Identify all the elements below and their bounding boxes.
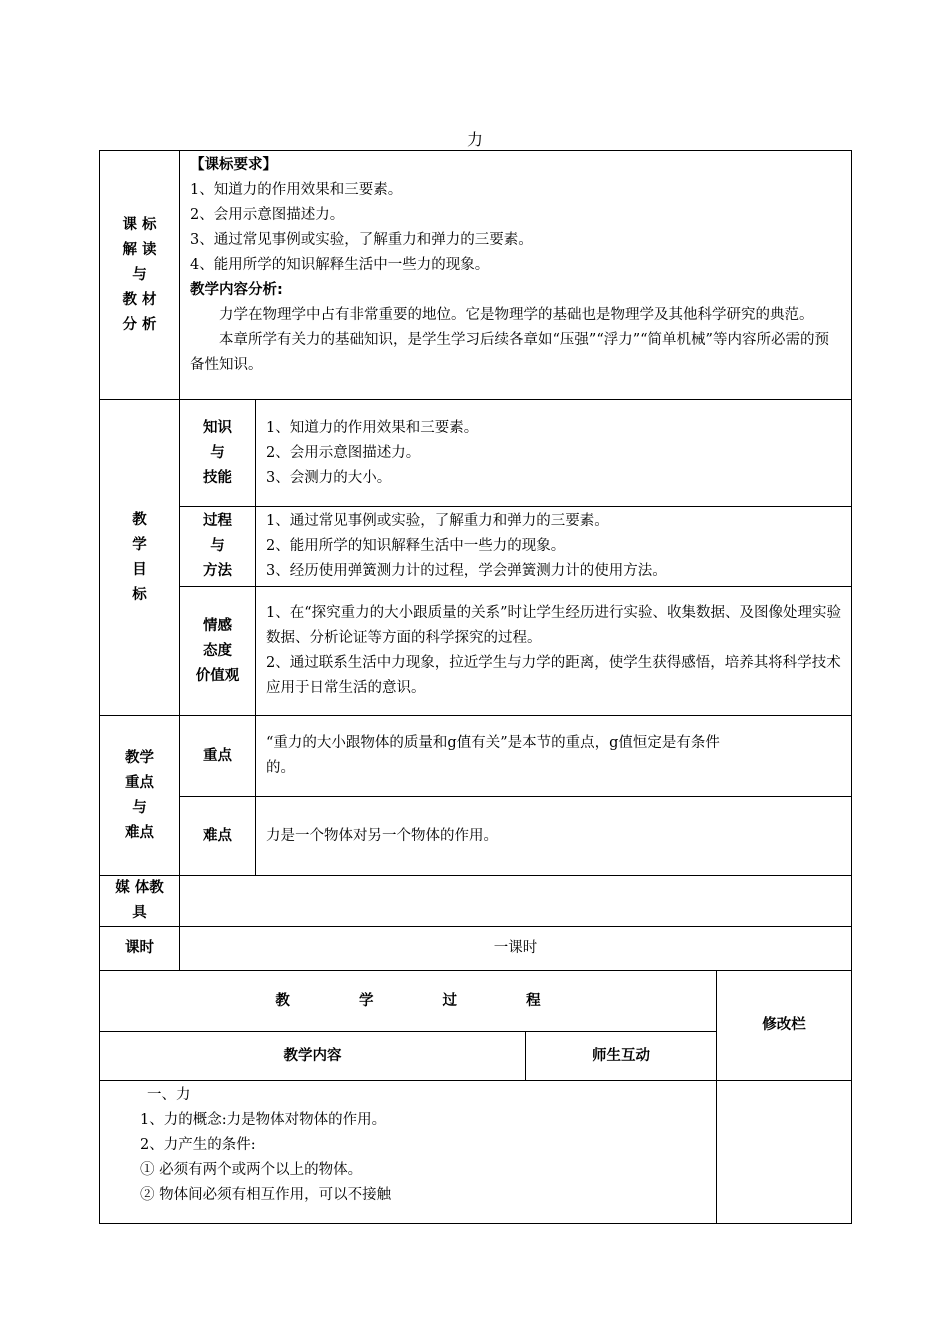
- attitude-values-content: 1、在“探究重力的大小跟质量的关系”时让学生经历进行实验、收集数据、及图像处理实验数据、分析论证等方面的科学探究的过程。 2、通过联系生活中力现象，拉近学生与力学的距离，使学生获得感悟，培养其将科学技术应用于日常生活的意识。: [256, 587, 852, 716]
- process-line: ② 物体间必须有相互作用，可以不接触: [140, 1187, 392, 1203]
- difficulty-content: 力是一个物体对另一个物体的作用。: [256, 797, 852, 876]
- key-point-content: “重力的大小跟物体的质量和g值有关”是本节的重点，g值恒定是有条件的。: [256, 716, 852, 797]
- revise-column-body: [717, 1081, 852, 1224]
- content-column-header: 教学内容: [100, 1032, 526, 1081]
- process-line: ① 必须有两个或两个以上的物体。: [140, 1162, 363, 1178]
- process-method-label: 过程 与 方法: [180, 507, 256, 587]
- process-line: 一、力: [147, 1087, 191, 1103]
- analysis-paragraph: 力学在物理学中占有非常重要的地位。它是物理学的基础也是物理学及其他科学研究的典范。: [219, 307, 814, 323]
- media-label: 媒 体教 具: [100, 876, 180, 927]
- requirement-item: 3、通过常见事例或实验，了解重力和弹力的三要素。: [190, 232, 533, 248]
- knowledge-skills-content: 1、知道力的作用效果和三要素。 2、会用示意图描述力。 3、会测力的大小。: [256, 400, 852, 507]
- process-content: [100, 1081, 717, 1224]
- document-title: 力: [466, 130, 483, 149]
- analysis-heading: 教学内容分析:: [190, 282, 283, 298]
- interaction-column-header: 师生互动: [526, 1032, 717, 1081]
- analysis-paragraph: 本章所学有关力的基础知识，是学生学习后续各章如“压强”“浮力”“简单机械”等内容所必需的预备性知识。: [190, 332, 829, 373]
- requirement-item: 4、能用所学的知识解释生活中一些力的现象。: [190, 257, 490, 273]
- curriculum-content: [180, 151, 852, 400]
- process-line: 1、力的概念:力是物体对物体的作用。: [140, 1112, 387, 1128]
- process-heading: 教 学 过 程: [100, 971, 717, 1032]
- period-label: 课时: [100, 927, 180, 971]
- knowledge-skills-label: 知识 与 技能: [180, 400, 256, 507]
- period-value: 一课时: [180, 927, 852, 971]
- objectives-label: 教 学 目 标: [100, 400, 180, 716]
- media-content: [180, 876, 852, 927]
- requirements-heading: 【课标要求】: [190, 157, 277, 173]
- process-line: 2、力产生的条件:: [140, 1137, 256, 1153]
- requirement-item: 1、知道力的作用效果和三要素。: [190, 182, 403, 198]
- key-point-label: 重点: [180, 716, 256, 797]
- difficulty-label: 难点: [180, 797, 256, 876]
- attitude-values-label: 情感 态度 价值观: [180, 587, 256, 716]
- lesson-plan-table: [99, 150, 852, 1224]
- keypoints-label: 教学 重点 与 难点: [100, 716, 180, 876]
- curriculum-label: 课 标 解 读 与 教 材 分 析: [100, 151, 180, 400]
- revise-column-label: 修改栏: [717, 971, 852, 1081]
- process-method-content: 1、通过常见事例或实验，了解重力和弹力的三要素。 2、能用所学的知识解释生活中一些力的现象。 3、经历使用弹簧测力计的过程，学会弹簧测力计的使用方法。: [256, 507, 852, 587]
- requirement-item: 2、会用示意图描述力。: [190, 207, 345, 223]
